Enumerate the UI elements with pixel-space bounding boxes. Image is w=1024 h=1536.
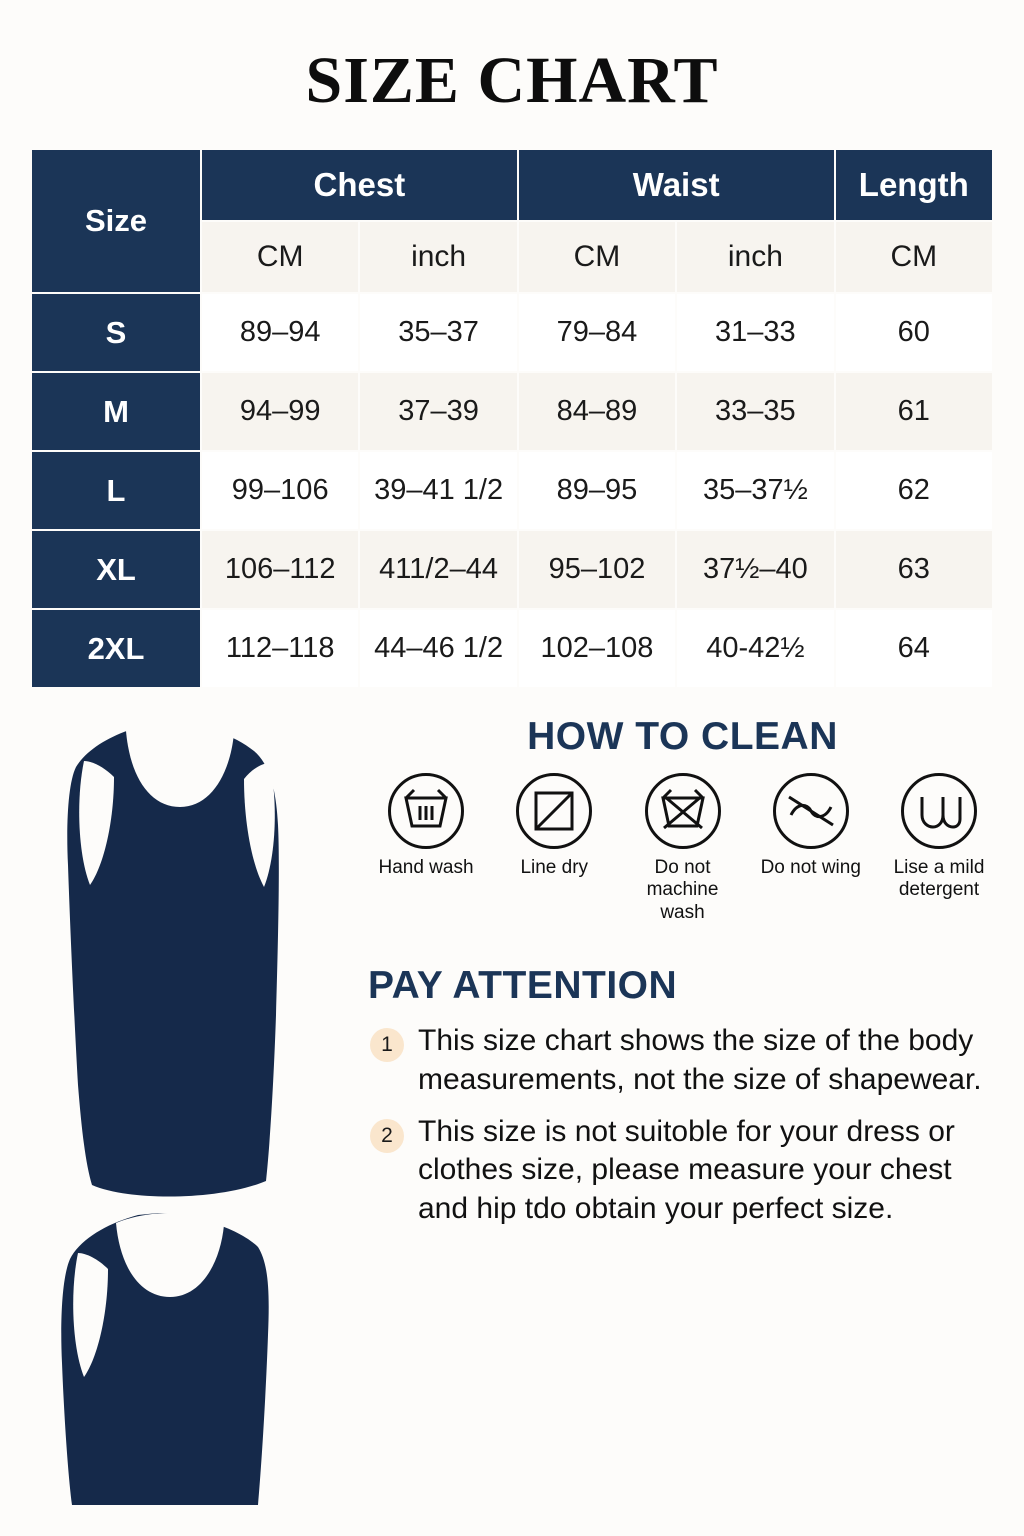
row-size-xl: XL (31, 530, 201, 609)
pay-attention-heading: PAY ATTENTION (368, 964, 678, 1008)
row-size-l: L (31, 451, 201, 530)
cell-chest-inch: 35–37 (359, 293, 517, 372)
cell-waist-cm: 84–89 (518, 372, 676, 451)
table-group-header-row (31, 149, 993, 221)
cell-waist-cm: 95–102 (518, 530, 676, 609)
header-waist-cm: CM (518, 221, 676, 293)
list-item (370, 1113, 1005, 1228)
header-size: Size (31, 149, 201, 293)
cell-length-cm: 63 (835, 530, 993, 609)
cell-chest-cm: 106–112 (201, 530, 359, 609)
care-label: Do not wing (760, 857, 861, 878)
cell-length-cm: 60 (835, 293, 993, 372)
cell-chest-cm: 89–94 (201, 293, 359, 372)
row-size-m: M (31, 372, 201, 451)
header-length-cm: CM (835, 221, 993, 293)
cell-length-cm: 64 (835, 609, 993, 688)
care-item-hand-wash (366, 773, 486, 879)
pay-attention-section (360, 964, 1005, 1228)
cell-waist-inch: 31–33 (676, 293, 834, 372)
care-label: Do not machine wash (646, 857, 719, 923)
cell-waist-inch: 35–37½ (676, 451, 834, 530)
care-instructions-row (360, 773, 1005, 924)
care-label: Hand wash (378, 857, 474, 878)
page-title: SIZE CHART (305, 44, 719, 117)
cell-chest-inch: 39–41 1/2 (359, 451, 517, 530)
no-wring-icon (773, 773, 849, 849)
note-number: 2 (370, 1119, 404, 1153)
care-label: Line dry (520, 857, 589, 878)
care-item-mild-detergent (879, 773, 999, 902)
care-item-no-machine-wash (623, 773, 743, 924)
cell-chest-inch: 37–39 (359, 372, 517, 451)
cell-waist-inch: 37½–40 (676, 530, 834, 609)
note-text: This size chart shows the size of the body measurements, not the size of shapewear. (418, 1024, 982, 1096)
line-dry-icon (516, 773, 592, 849)
cell-chest-inch: 44–46 1/2 (359, 609, 517, 688)
row-size-s: S (31, 293, 201, 372)
care-item-line-dry (494, 773, 614, 879)
size-table-wrapper (30, 148, 994, 689)
table-row (31, 609, 993, 688)
cell-waist-cm: 79–84 (518, 293, 676, 372)
cell-length-cm: 61 (835, 372, 993, 451)
care-item-no-wring (751, 773, 871, 879)
cell-chest-cm: 112–118 (201, 609, 359, 688)
note-number: 1 (370, 1028, 404, 1062)
cell-chest-inch: 411/2–44 (359, 530, 517, 609)
garment-illustrations (18, 715, 348, 1505)
how-to-clean-heading: HOW TO CLEAN (527, 715, 838, 758)
row-size-2xl: 2XL (31, 609, 201, 688)
no-machine-wash-icon (645, 773, 721, 849)
tank-top-illustration (18, 715, 348, 1505)
header-length: Length (835, 149, 993, 221)
list-item (370, 1022, 1005, 1099)
care-label: Lise a mild detergent (893, 857, 985, 901)
right-column (360, 715, 1005, 1228)
header-chest: Chest (201, 149, 518, 221)
cell-waist-inch: 33–35 (676, 372, 834, 451)
header-waist: Waist (518, 149, 835, 221)
table-row (31, 530, 993, 609)
cell-chest-cm: 94–99 (201, 372, 359, 451)
cell-waist-cm: 102–108 (518, 609, 676, 688)
header-waist-inch: inch (676, 221, 834, 293)
cell-waist-cm: 89–95 (518, 451, 676, 530)
table-row (31, 293, 993, 372)
table-row (31, 372, 993, 451)
cell-length-cm: 62 (835, 451, 993, 530)
cell-waist-inch: 40-42½ (676, 609, 834, 688)
hand-wash-icon (388, 773, 464, 849)
header-chest-cm: CM (201, 221, 359, 293)
note-text: This size is not suitoble for your dress or clothes size, please measure your chest and hip tdo obtain your perfect size. (418, 1115, 955, 1225)
header-chest-inch: inch (359, 221, 517, 293)
table-row (31, 451, 993, 530)
mild-detergent-icon (901, 773, 977, 849)
lower-section (0, 715, 1024, 1505)
cell-chest-cm: 99–106 (201, 451, 359, 530)
size-table (30, 148, 994, 689)
